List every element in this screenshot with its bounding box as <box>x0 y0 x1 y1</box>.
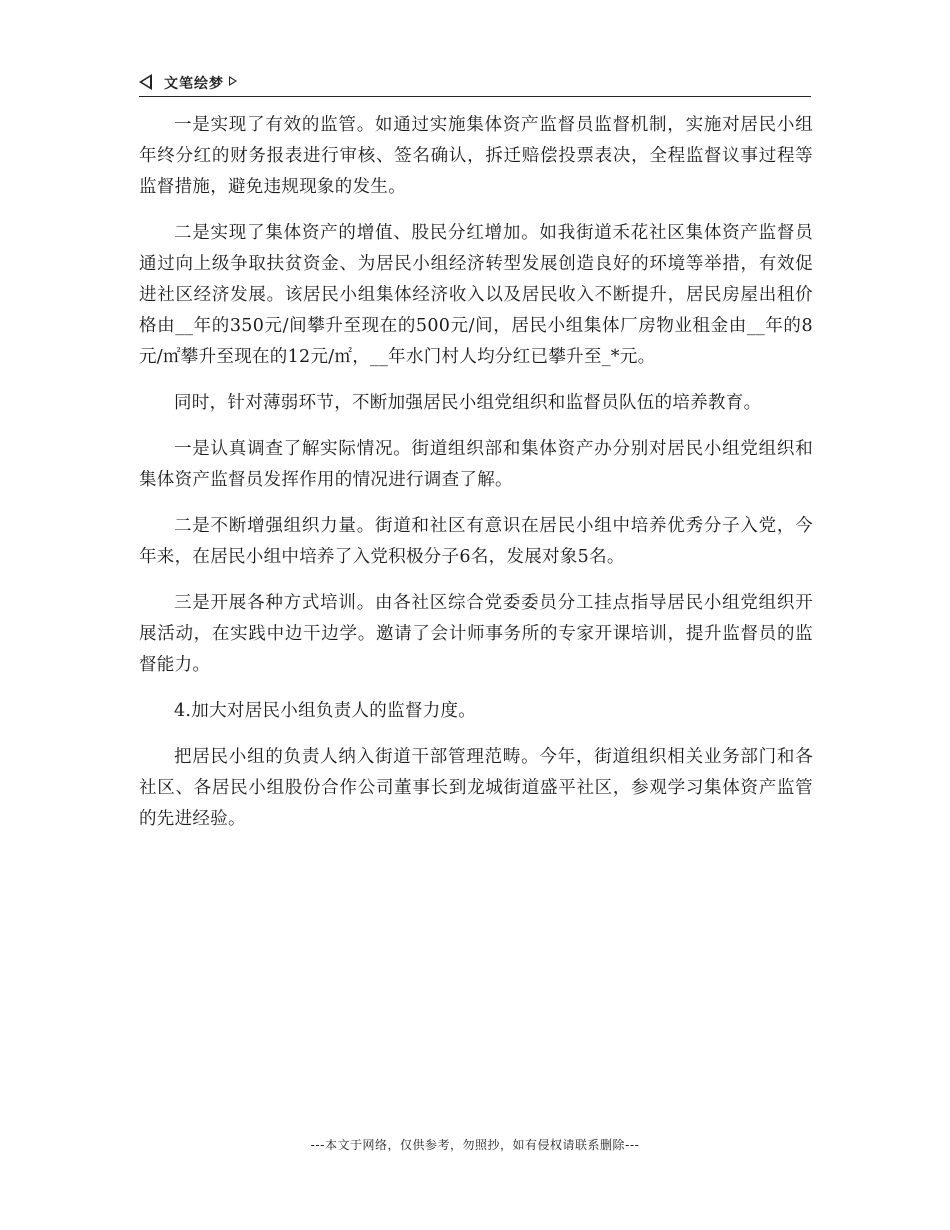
paragraph-6: 三是开展各种方式培训。由各社区综合党委委员分工挂点指导居民小组党组织开展活动，在实践中边干边学。邀请了会计师事务所的专家开课培训，提升监督员的监督能力。 <box>139 593 813 675</box>
triangle-right-icon <box>229 76 237 86</box>
page-header <box>139 72 811 97</box>
paragraph-1: 一是实现了有效的监管。如通过实施集体资产监督员监督机制，实施对居民小组年终分红的财务报表进行审核、签名确认，拆迁赔偿投票表决，全程监督议事过程等监督措施，避免违规现象的发生。 <box>139 115 813 197</box>
paragraph-5: 二是不断增强组织力量。街道和社区有意识在居民小组中培养优秀分子入党，今年来，在居民小组中培养了入党积极分子6名，发展对象5名。 <box>139 516 813 567</box>
paragraph-3: 同时，针对薄弱环节，不断加强居民小组党组织和监督员队伍的培养教育。 <box>174 393 762 413</box>
paragraph-2: 二是实现了集体资产的增值、股民分红增加。如我街道禾花社区集体资产监督员通过向上级争取扶贫资金、为居民小组经济转型发展创造良好的环境等举措，有效促进社区经济发展。该居民小组集体经济收入以及居民收入不断提升，居民房屋出租价格由__年的350元/间攀升至现在的500元/间，居民小组集体厂房物业租金由__年的8元/㎡攀升至现在的12元/㎡，__年水门村人均分红已攀升至_*元。 <box>139 223 813 367</box>
document-body <box>139 110 813 850</box>
paragraph-7: 4.加大对居民小组负责人的监督力度。 <box>174 701 477 721</box>
page-footer-disclaimer: ---本文于网络，仅供参考，勿照抄，如有侵权请联系删除--- <box>310 1138 640 1152</box>
brand-title: 文笔绘梦 <box>164 76 224 92</box>
paragraph-8: 把居民小组的负责人纳入街道干部管理范畴。今年，街道组织相关业务部门和各社区、各居民小组股份合作公司董事长到龙城街道盛平社区，参观学习集体资产监管的先进经验。 <box>139 747 813 829</box>
paragraph-4: 一是认真调查了解实际情况。街道组织部和集体资产办分别对居民小组党组织和集体资产监督员发挥作用的情况进行调查了解。 <box>139 439 813 490</box>
triangle-left-icon <box>139 74 152 90</box>
